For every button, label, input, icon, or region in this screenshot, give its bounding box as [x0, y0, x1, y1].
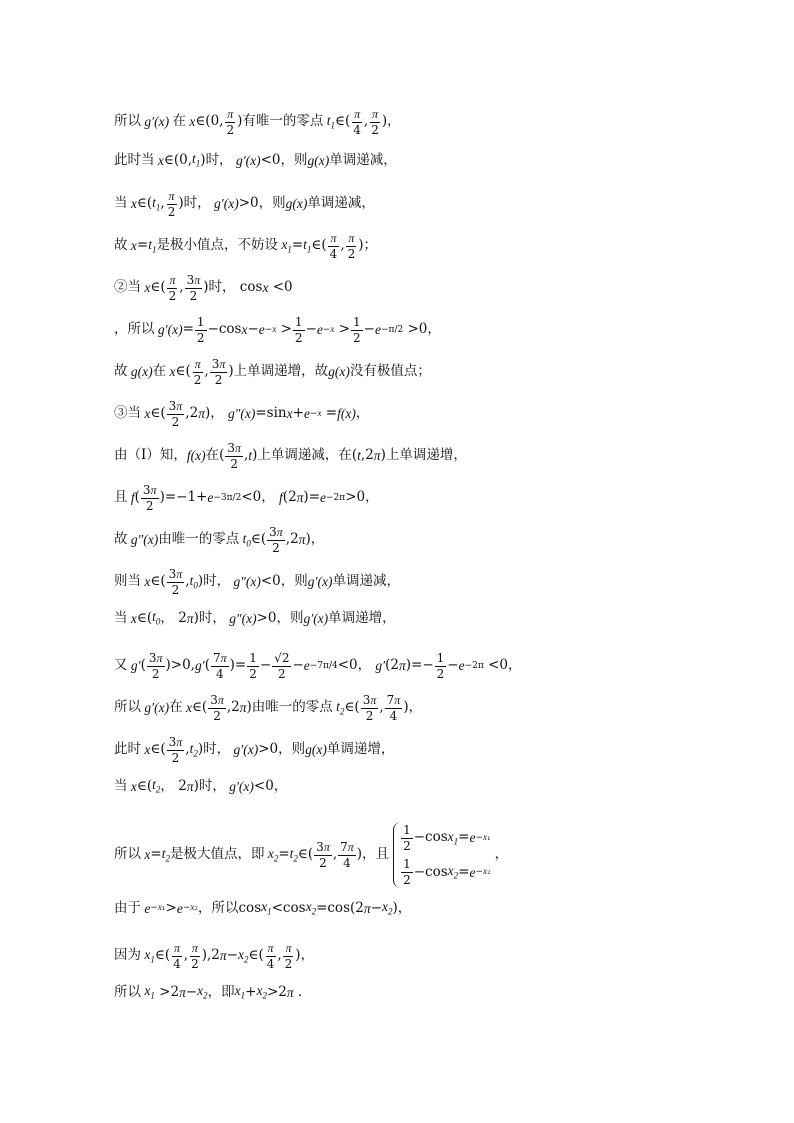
proof-line-14: 又 g′ ( $\frac{3\pi}{2}$ )>0, g′ ( $\frac{7\pi}{4}$ )= $\frac{1}{2}$ − $\frac{√2}{2}$ − e −7π/4 <0， g′ (2 π )=− $\frac{1}{2}$ − e −2π <0，: [114, 651, 522, 681]
proof-line-5: ②当 x ∈( $\frac{\pi}{2}$ , $\frac{3\pi}{2}$ ) 时， cos x <0: [114, 273, 293, 303]
proof-line-18: 所以 x = $t_2$ 是极大值点，即 $x_2$ = $t_2$ ∈( $\frac{3\pi}{2}$ , $\frac{7\pi}{4}$ )， 且 $\frac{1}{2}$ −cos $x_1$ = e −x₁ $\frac{1}{2}$ −cos $x_2$ = e −x₂ ，: [114, 823, 509, 887]
proof-line-4: 故 x = $t_1$ 是极小值点，不妨设 $x_1$ = $t_1$ ∈( $\frac{\pi}{4}$ , $\frac{\pi}{2}$ )；: [114, 231, 378, 261]
proof-line-17: 当 x ∈( $t_2$ ， 2 π ) 时， g′(x) <0，: [114, 777, 288, 795]
proof-line-1: 所以 g′(x) 在 x ∈(0, $\frac{\pi}{2}$ ) 有唯一的零点 $t_1$ ∈( $\frac{\pi}{4}$ , $\frac{\pi}{2}$ )，: [114, 107, 401, 137]
proof-line-11: 故 g″(x) 由唯一的零点 $t_0$ ∈( $\frac{3\pi}{2}$ ,2 π )，: [114, 525, 325, 555]
proof-line-8: ③当 x ∈( $\frac{3\pi}{2}$ ,2 π )， g″(x) =sin x + e −x = f(x) ，: [114, 399, 370, 429]
proof-line-7: 故 g(x) 在 x ∈( $\frac{\pi}{2}$ , $\frac{3\pi}{2}$ ) 上单调递增，故 g(x) 没有极值点；: [114, 357, 431, 387]
proof-line-2: 此时当 x ∈(0, $t_1$ ) 时， g′(x) <0， 则 g(x) 单调递减，: [114, 151, 397, 169]
proof-line-15: 所以 g′(x) 在 x ∈( $\frac{3\pi}{2}$ ,2 π ) 由唯一的零点 $t_2$ ∈( $\frac{3\pi}{2}$ , $\frac{7\pi}{4}$ )，: [114, 693, 423, 723]
proof-line-13: 当 x ∈( $t_0$ ， 2 π ) 时， g″(x) >0， 则 g′(x) 单调递增，: [114, 609, 396, 627]
proof-line-6: ，所以 g′(x) = $\frac{1}{2}$ −cos x − e −x > $\frac{1}{2}$ − e −x > $\frac{1}{2}$ − e −π/2 >0，: [114, 315, 441, 345]
proof-line-19: 由于 e −x₁ > e −x₂ ， 所以 cos $x_1$ <cos $x_2$ =cos(2 π − $x_2$ )，: [114, 899, 412, 917]
equation-system: $\frac{1}{2}$ −cos $x_1$ = e −x₁ $\frac{1}{2}$ −cos $x_2$ = e −x₂: [393, 822, 491, 888]
proof-line-10: 且 f ( $\frac{3\pi}{2}$ )=−1+ e −3π/2 <0， f (2 π )= e −2π >0，: [114, 483, 379, 513]
proof-line-3: 当 x ∈( $t_1$ , $\frac{\pi}{2}$ ) 时， g′(x) >0， 则 g(x) 单调递减，: [114, 189, 375, 219]
proof-line-21: 所以 $x_1$ >2 π − $x_2$ ， 即 $x_1$ + $x_2$ >2 π .: [114, 983, 303, 1001]
proof-line-20: 因为 $x_1$ ∈( $\frac{\pi}{4}$ , $\frac{\pi}{2}$ ),2 π − $x_2$ ∈( $\frac{\pi}{4}$ , $\frac{\pi}{2}$ )，: [114, 941, 315, 971]
proof-line-12: 则当 x ∈( $\frac{3\pi}{2}$ , $t_0$ ) 时， g″(x) <0， 则 g′(x) 单调递减，: [114, 567, 400, 597]
proof-line-9: 由（Ⅰ）知， f(x) 在 ( $\frac{3\pi}{2}$ , t ) 上单调递减，在 ( t ,2 π ) 上单调递增，: [114, 441, 467, 471]
proof-line-16: 此时 x ∈( $\frac{3\pi}{2}$ , $t_2$ ) 时， g′(x) >0， 则 g(x) 单调递增，: [114, 735, 395, 765]
